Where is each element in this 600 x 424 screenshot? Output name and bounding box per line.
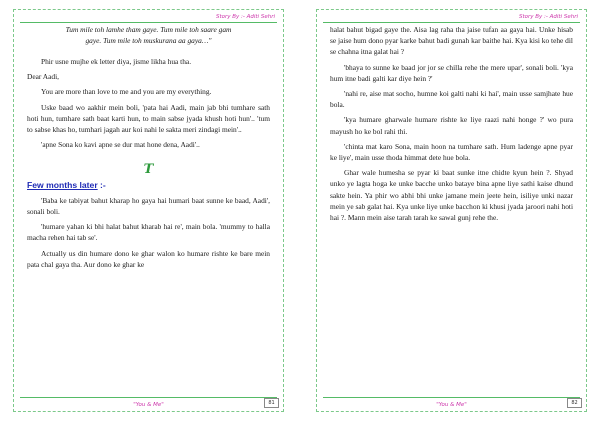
section-heading-suffix: :- [97, 179, 106, 190]
paragraph: Ghar wale humesha se pyar ki baat sunke itne chidte kyun hein ?. Shyad unko ye lagta hoga ke unke bacche unko bataye bina apne liye sathi kaise dhund sakte hein. Ya phir wo abhi bhi unke jamane mein jeete hein, isiliye unki nazar mein ye sab galat hai. Kya unke liye unke bacchon ki khusi jyada jaroori nahi hoti hai ?. Mann mein aise tarah tarah ke sawal gunj rehe the. [330, 168, 573, 223]
page-number: 81 [264, 398, 279, 408]
paragraph: 'nahi re, aise mat socho, humne koi galti nahi ki hai', main usse samjhate hue bola. [330, 89, 573, 110]
page-number: 82 [567, 398, 582, 408]
paragraph: Actually us din humare dono ke ghar walon ko humare rishte ke bare mein pata chal gaya tha. Aur dono ke ghar ke [27, 248, 270, 269]
page-body [27, 24, 270, 274]
page-header: Story By :- Aditi Sehri [215, 14, 275, 20]
paragraph: Dear Aadi, [27, 72, 60, 82]
quote-line: gaye. Tum mile toh muskurana aa gaya…" [85, 36, 212, 45]
paragraph: 'chinta mat karo Sona, main hoon na tumhare sath. Hum ladenge apne pyar ke liye', main usse thoda himmat dete hue bola. [330, 141, 573, 163]
paragraph: 'humare yahan ki bhi halat bahut kharab hai re', main bola. 'mummy to halla macha rehen hai tab se'. [27, 222, 270, 243]
footer-rule [20, 397, 277, 398]
paragraph: 'bhaya to sunne ke baad jor jor se chilla rehe the mere upar', sonali boli. 'kya hum itne badi galti kar diye hein ?' [330, 62, 573, 83]
header-rule [20, 22, 277, 23]
paragraph: 'apne Sona ko kavi apne se dur mat hone dena, Aadi'.. [41, 140, 200, 150]
page-footer: "You & Me" [436, 402, 467, 408]
paragraph: Uske baad wo aakhir mein boli, 'pata hai Aadi, main jab bhi tumhare sath hoti hun, tumhare sath baat karti hun, to main sabse jyada khush hoti hun'.. 'tum to sabse khas ho, tumhari jagah aur koi nahi le sakta meri zindagi mein'.. [27, 102, 270, 135]
left-page [13, 9, 284, 412]
section-heading [27, 180, 270, 191]
right-page [316, 9, 587, 412]
paragraph: halat bahut bigad gaye the. Aisa lag raha tha jaise tufan aa gaya hai. Unke hisab se jaise hum dono pyar karke bahut badi gunah kar baithe hai. Kya kisi ko tehe dil se chahna itna galat hai ? [330, 25, 573, 57]
page-footer: "You & Me" [133, 402, 164, 408]
paragraph: 'Baba ke tabiyat bahut kharap ho gaya hai humari baat sunne ke baad, Aadi', sonali boli. [27, 195, 270, 217]
page-header: Story By :- Aditi Sehri [518, 14, 578, 20]
paragraph: You are more than love to me and you are my everything. [41, 87, 212, 97]
paragraph: Phir usne mujhe ek letter diya, jisme likha hua tha. [41, 57, 192, 66]
quote-line: Tum mile toh lamhe tham gaye. Tum mile toh saare gam [65, 25, 232, 34]
section-ornament: T [143, 162, 154, 178]
page-body [330, 24, 573, 227]
section-heading-text: Few months later [27, 179, 98, 190]
footer-rule [323, 397, 580, 398]
header-rule [323, 22, 580, 23]
paragraph: 'kya humare gharwale humare rishte ke liye raazi nahi honge ?' wo pura mayush ho ke bol rahi thi. [330, 115, 573, 136]
